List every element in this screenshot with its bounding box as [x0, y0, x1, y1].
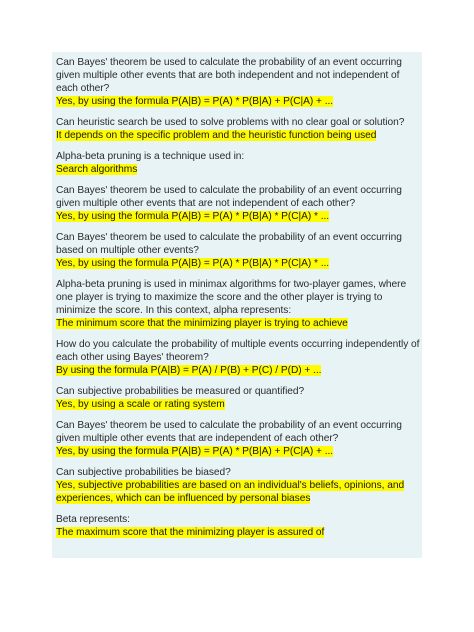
answer-highlight: The maximum score that the minimizing player is assured of	[56, 527, 325, 538]
qa-item	[56, 466, 422, 505]
question-text: Can heuristic search be used to solve problems with no clear goal or solution?	[56, 117, 405, 128]
question-text: Can subjective probabilities be measured or quantified?	[56, 386, 305, 397]
question-text: Alpha-beta pruning is a technique used in:	[56, 151, 245, 162]
answer-highlight: By using the formula P(A|B) = P(A) / P(B) + P(C) / P(D) + ...	[56, 365, 322, 376]
qa-item	[56, 419, 422, 458]
answer-highlight: Yes, subjective probabilities are based on an individual's beliefs, opinions, and experiences, which can be influenced by personal biases	[56, 480, 405, 504]
qa-item	[56, 385, 422, 411]
answer-highlight: It depends on the specific problem and the heuristic function being used	[56, 130, 377, 141]
qa-item	[56, 184, 422, 223]
question-text: Can Bayes' theorem be used to calculate the probability of an event occurring given multiple other events that are not independent of each other?	[56, 185, 402, 209]
qa-item	[56, 150, 422, 176]
question-text: Can Bayes' theorem be used to calculate the probability of an event occurring given multiple other events that are both independent and not independent of each other?	[56, 57, 402, 94]
qa-item	[56, 231, 422, 270]
qa-item	[56, 116, 422, 142]
qa-list	[56, 56, 422, 547]
question-text: Alpha-beta pruning is used in minimax algorithms for two-player games, where one player is trying to maximize the score and the other player is trying to minimize the score. In this context, alpha represents:	[56, 279, 407, 316]
answer-highlight: Yes, by using the formula P(A|B) = P(A) * P(B|A) + P(C|A) + ...	[56, 96, 334, 107]
answer-highlight: Yes, by using the formula P(A|B) = P(A) * P(B|A) * P(C|A) * ...	[56, 211, 330, 222]
answer-highlight: Yes, by using a scale or rating system	[56, 399, 225, 410]
question-text: Can subjective probabilities be biased?	[56, 467, 231, 478]
qa-item	[56, 278, 422, 330]
question-text: How do you calculate the probability of multiple events occurring independently of each other using Bayes' theorem?	[56, 339, 420, 363]
answer-highlight: Search algorithms	[56, 164, 138, 175]
question-text: Beta represents:	[56, 514, 130, 525]
qa-item	[56, 513, 422, 539]
question-text: Can Bayes' theorem be used to calculate the probability of an event occurring based on multiple other events?	[56, 232, 402, 256]
answer-highlight: The minimum score that the minimizing player is trying to achieve	[56, 318, 348, 329]
answer-highlight: Yes, by using the formula P(A|B) = P(A) * P(B|A) * P(C|A) * ...	[56, 258, 330, 269]
question-text: Can Bayes' theorem be used to calculate the probability of an event occurring given multiple other events that are independent of each other?	[56, 420, 402, 444]
answer-highlight: Yes, by using the formula P(A|B) = P(A) * P(B|A) + P(C|A) + ...	[56, 446, 334, 457]
qa-item	[56, 56, 422, 108]
qa-item	[56, 338, 422, 377]
